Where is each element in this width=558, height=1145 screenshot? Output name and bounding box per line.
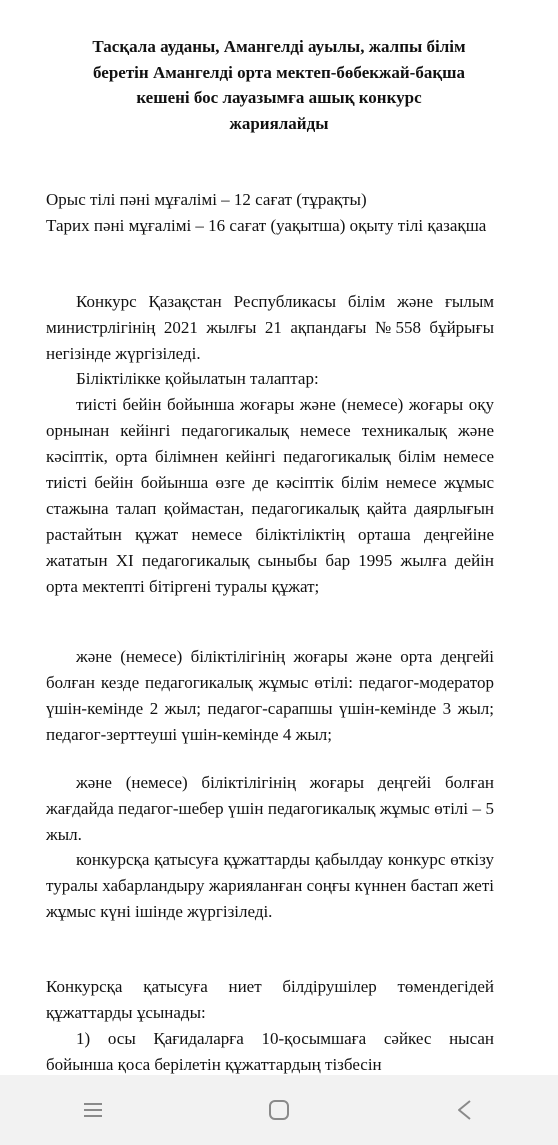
documents-intro: Конкурсқа қатысуға ниет білдірушілер төмендегідей құжаттарды ұсынады:	[46, 977, 494, 1022]
requirement-item: конкурсқа қатысуға құжаттарды қабылдау конкурс өткізу туралы хабарландыру жарияланған соңғы күннен бастап жеті жұмыс күні ішінде жүргізіледі.	[46, 850, 494, 921]
requirement-item: және (немесе) біліктілігінің жоғары деңгейі болған жағдайда педагог-шебер үшін педагогикалық жұмыс өтілі – 5 жыл.	[46, 773, 494, 844]
back-button[interactable]	[435, 1085, 495, 1135]
vacancy-position: Орыс тілі пәні мұғалімі – 12 сағат (тұрақты)	[46, 190, 367, 209]
title-line: кешені бос лауазымға ашық конкурс	[136, 88, 422, 107]
document-title	[40, 34, 518, 136]
legal-basis-paragraph: Конкурс Қазақстан Республикасы білім және ғылым министрлігінің 2021 жылғы 21 ақпандағы №558 бұйрығы негізінде жүргізіледі.	[46, 292, 494, 363]
recent-apps-button[interactable]	[63, 1085, 123, 1135]
requirement-item: тиісті бейін бойынша жоғары және (немесе) жоғары оқу орнынан кейінгі педагогикалық немесе техникалық және кәсіптік, орта білімнен кейінгі педагогикалық білім немесе тиісті бейін бойынша өзге де кәсіптік білім немесе жұмыс стажына талап қоймастан, педагогикалық қайта даярлығын растайтын құжат немесе біліктіліктің орташа деңгейіне жататын XI педагогикалық сыныбы бар 1995 жылға дейін орта мектепті бітіргені туралы құжат;	[46, 395, 494, 596]
home-icon	[267, 1098, 291, 1122]
system-navigation-bar	[0, 1075, 558, 1145]
requirements-heading: Біліктілікке қойылатын талаптар:	[76, 369, 319, 388]
back-icon	[453, 1098, 477, 1122]
title-line: беретін Амангелді орта мектеп-бөбекжай-бақша	[93, 62, 465, 82]
recent-apps-icon	[81, 1100, 105, 1120]
requirement-item: және (немесе) біліктілігінің жоғары және орта деңгейі болған кезде педагогикалық жұмыс өтілі: педагог-модератор үшін-кемінде 2 жыл; педагог-сарапшы үшін-кемінде 3 жыл; педагог-зерттеуші үшін-кемінде 4 жыл;	[46, 647, 494, 744]
home-button[interactable]	[249, 1085, 309, 1135]
title-line: жариялайды	[229, 113, 329, 133]
documents-list-item: 1) осы Қағидаларға 10-қосымшаға сәйкес нысан бойынша қоса берілетін құжаттардың тізбесін	[46, 1029, 494, 1074]
vacancy-position: Тарих пәні мұғалімі – 16 сағат (уақытша) оқыту тілі қазақша	[46, 216, 487, 235]
title-line: Тасқала ауданы, Амангелді ауылы, жалпы білім	[92, 37, 466, 56]
